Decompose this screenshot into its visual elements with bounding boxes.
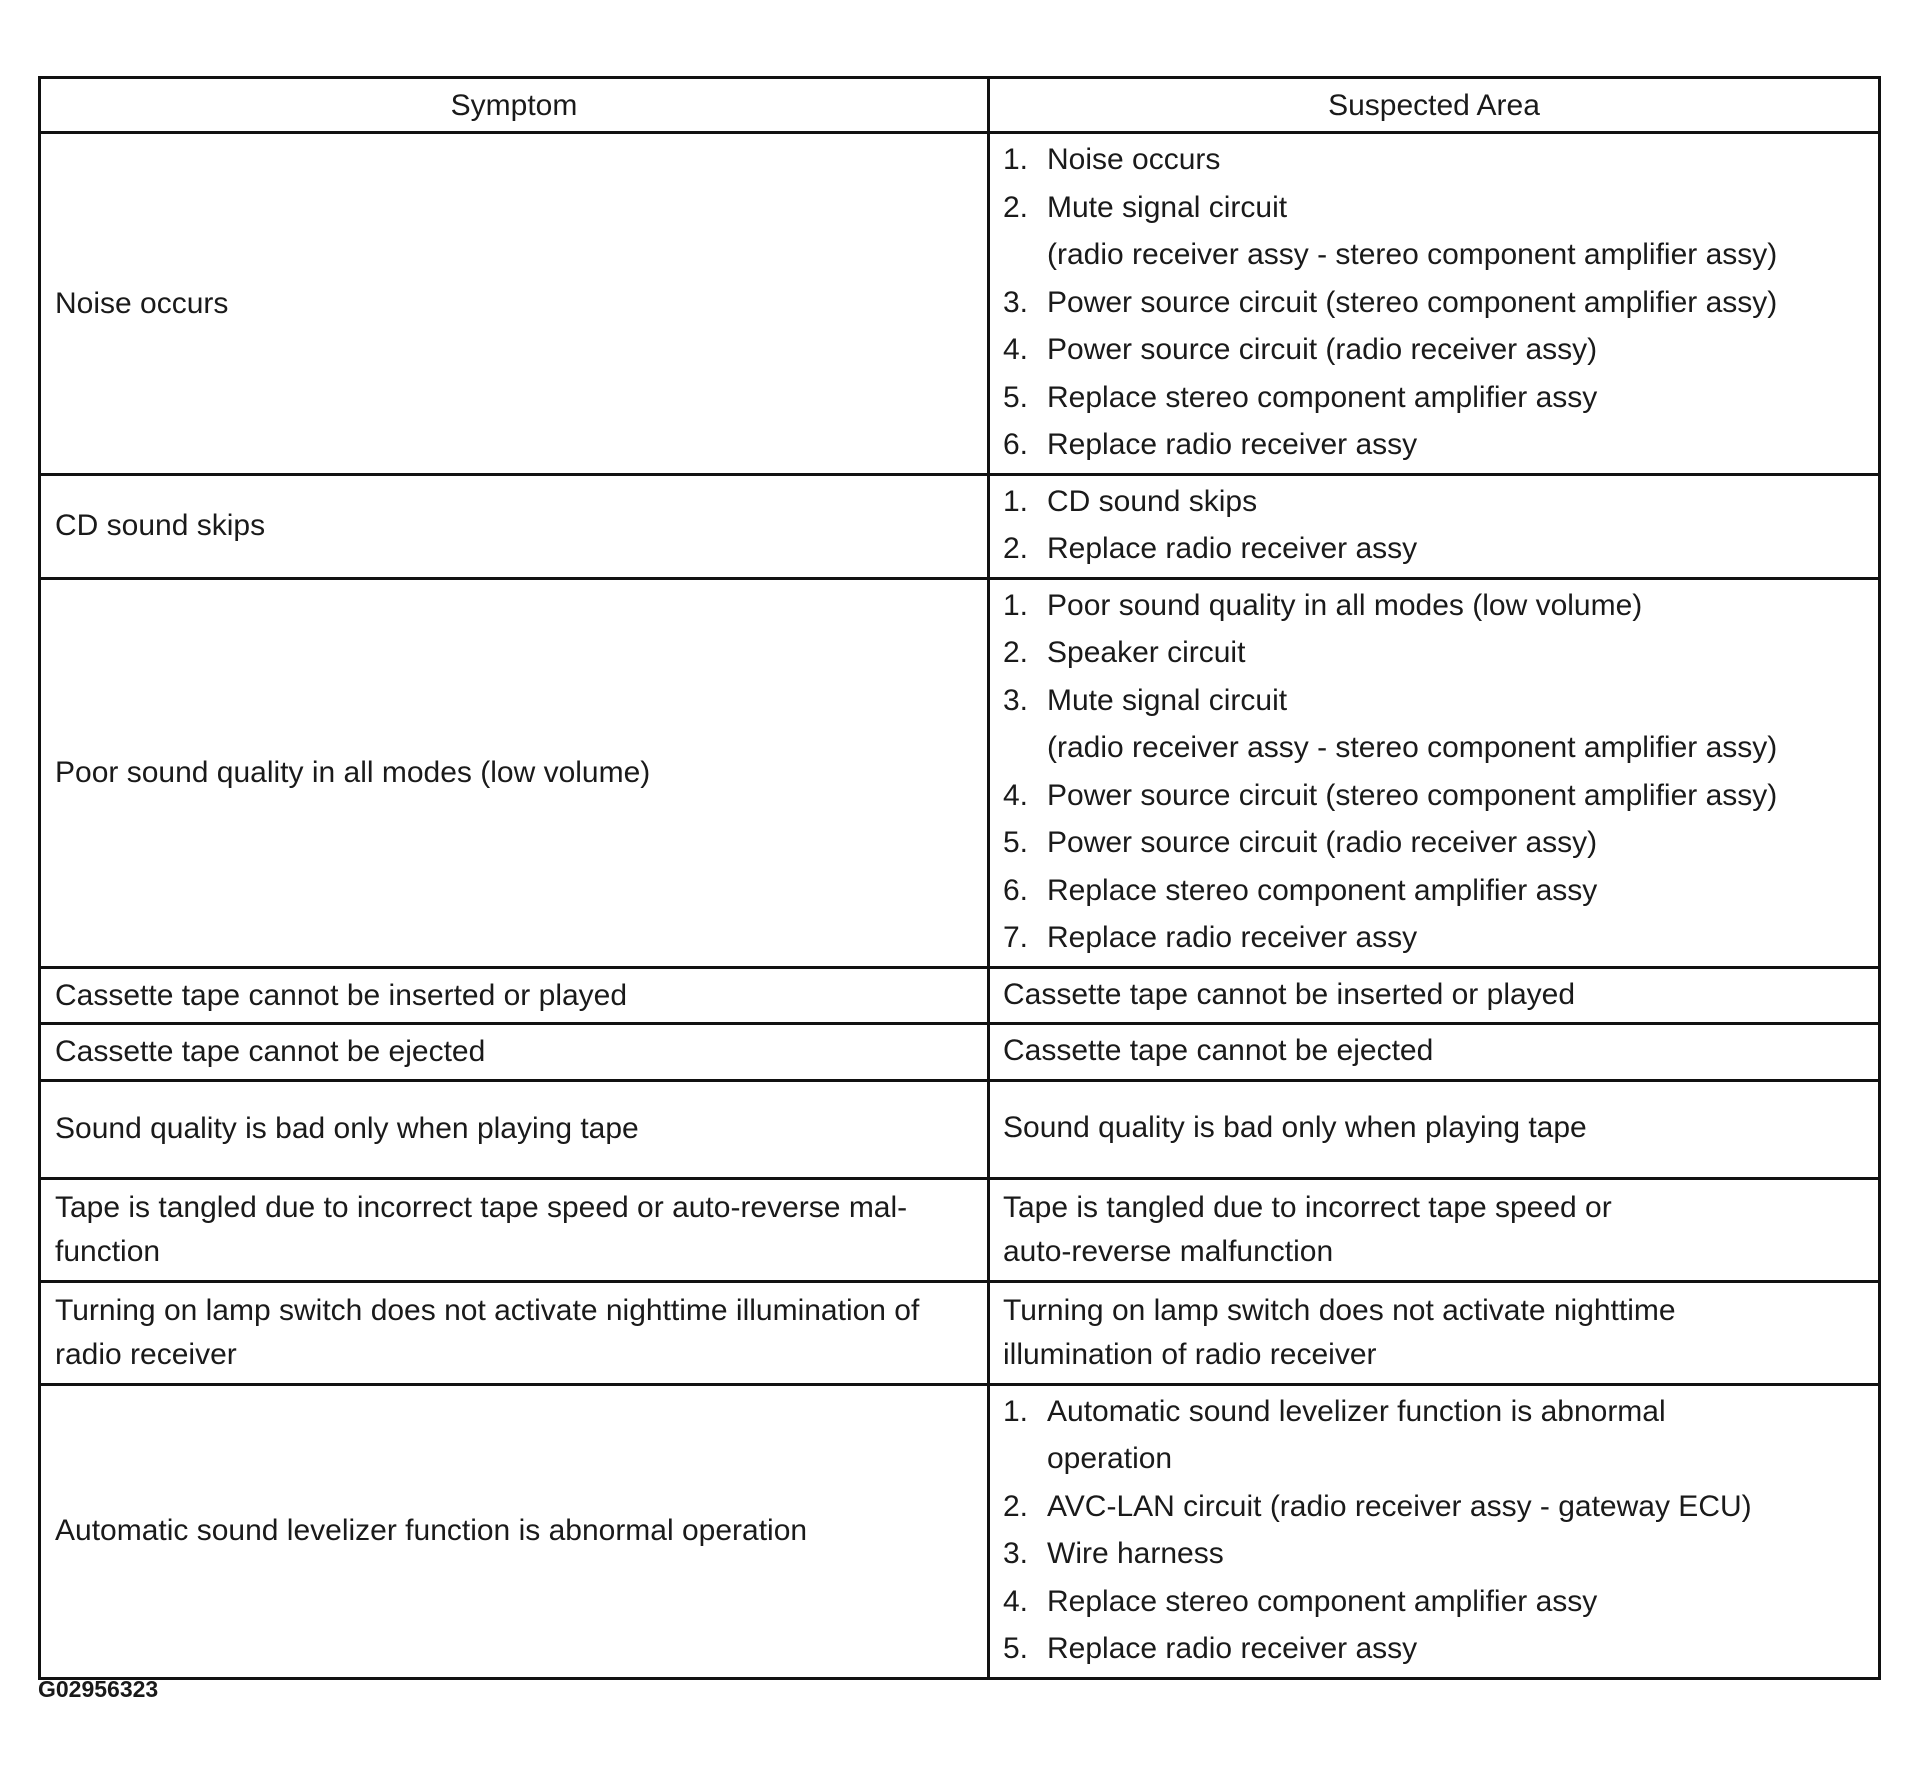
item-text: Replace stereo component amplifier assy — [1047, 1584, 1598, 1618]
suspected-area-cell — [989, 133, 1880, 475]
list-item — [1003, 421, 1866, 469]
item-text: AVC-LAN circuit (radio receiver assy - gateway ECU) — [1047, 1489, 1752, 1523]
suspected-area-cell — [989, 967, 1880, 1024]
symptom-text: Poor sound quality in all modes (low volume) — [55, 755, 651, 789]
symptom-table — [38, 76, 1881, 1680]
item-text: Replace stereo component amplifier assy — [1047, 873, 1598, 907]
symptom-cell — [40, 1024, 989, 1081]
table-row — [40, 133, 1880, 475]
item-number: 4. — [1003, 778, 1029, 812]
symptom-cell — [40, 474, 989, 578]
symptom-text: CD sound skips — [55, 509, 266, 543]
item-text: Mute signal circuit (radio receiver assy - stereo component amplifier assy) — [1047, 683, 1778, 764]
list-item — [1003, 867, 1866, 915]
table-row — [40, 578, 1880, 967]
item-number: 1. — [1003, 588, 1029, 622]
item-text: Mute signal circuit (radio receiver assy - stereo component amplifier assy) — [1047, 190, 1778, 271]
suspected-area-text: Cassette tape cannot be inserted or played — [1003, 977, 1576, 1011]
item-text: Power source circuit (stereo component amplifier assy) — [1047, 778, 1778, 812]
item-number: 4. — [1003, 333, 1029, 366]
suspected-area-list — [1003, 1388, 1866, 1673]
item-text: CD sound skips — [1047, 484, 1258, 518]
list-item — [1003, 525, 1866, 573]
item-number: 5. — [1003, 380, 1029, 414]
item-number: 6. — [1003, 428, 1029, 461]
symptom-text: Tape is tangled due to incorrect tape speed or auto-reverse mal- function — [55, 1190, 908, 1268]
item-text: Poor sound quality in all modes (low volume) — [1047, 588, 1643, 622]
table-row — [40, 1281, 1880, 1384]
item-number: 4. — [1003, 1584, 1029, 1618]
item-text: Power source circuit (stereo component amplifier assy) — [1047, 285, 1778, 319]
item-number: 2. — [1003, 1489, 1029, 1523]
suspected-area-cell — [989, 1178, 1880, 1281]
item-number: 3. — [1003, 285, 1029, 319]
list-item — [1003, 326, 1866, 374]
item-text: Replace radio receiver assy — [1047, 921, 1418, 954]
list-item — [1003, 184, 1866, 279]
suspected-area-text: Turning on lamp switch does not activate nighttime illumination of radio receiver — [1003, 1293, 1676, 1371]
symptom-text: Automatic sound levelizer function is abnormal operation — [55, 1514, 808, 1548]
item-number: 2. — [1003, 532, 1029, 565]
item-text: Power source circuit (radio receiver assy) — [1047, 333, 1598, 366]
table-row — [40, 967, 1880, 1024]
list-item — [1003, 1625, 1866, 1673]
suspected-area-list — [1003, 582, 1866, 962]
item-number: 7. — [1003, 921, 1029, 954]
suspected-area-list — [1003, 136, 1866, 469]
list-item — [1003, 136, 1866, 184]
item-number: 2. — [1003, 190, 1029, 224]
suspected-area-cell — [989, 1384, 1880, 1678]
symptom-cell — [40, 1384, 989, 1678]
list-item — [1003, 914, 1866, 962]
symptom-cell — [40, 1281, 989, 1384]
item-number: 1. — [1003, 143, 1029, 176]
list-item — [1003, 819, 1866, 867]
item-text: Replace radio receiver assy — [1047, 1632, 1418, 1665]
list-item — [1003, 772, 1866, 820]
list-item — [1003, 582, 1866, 630]
table-row — [40, 1384, 1880, 1678]
item-number: 1. — [1003, 1394, 1029, 1428]
list-item — [1003, 1578, 1866, 1626]
list-item — [1003, 677, 1866, 772]
symptom-cell — [40, 1178, 989, 1281]
item-text: Replace radio receiver assy — [1047, 428, 1418, 461]
item-number: 5. — [1003, 826, 1029, 859]
symptom-text: Turning on lamp switch does not activate nighttime illumination of radio receiver — [55, 1293, 920, 1371]
symptom-text: Cassette tape cannot be ejected — [55, 1035, 486, 1068]
suspected-area-cell — [989, 1281, 1880, 1384]
symptom-cell — [40, 578, 989, 967]
item-text: Automatic sound levelizer function is abnormal operation — [1047, 1394, 1666, 1475]
item-number: 1. — [1003, 484, 1029, 518]
suspected-area-cell — [989, 1080, 1880, 1178]
symptom-column-header: Symptom — [40, 78, 989, 133]
list-item — [1003, 279, 1866, 327]
table-header-row — [40, 78, 1880, 133]
item-text: Replace radio receiver assy — [1047, 532, 1418, 565]
symptom-text: Sound quality is bad only when playing tape — [55, 1112, 639, 1146]
symptom-cell — [40, 1080, 989, 1178]
list-item — [1003, 374, 1866, 422]
table-row — [40, 1178, 1880, 1281]
suspected-area-cell — [989, 578, 1880, 967]
list-item — [1003, 1530, 1866, 1578]
item-number: 3. — [1003, 1537, 1029, 1570]
list-item — [1003, 1388, 1866, 1483]
item-number: 5. — [1003, 1632, 1029, 1665]
suspected-area-text: Sound quality is bad only when playing tape — [1003, 1111, 1587, 1145]
list-item — [1003, 629, 1866, 677]
item-number: 3. — [1003, 683, 1029, 717]
suspected-area-cell — [989, 1024, 1880, 1081]
table-row — [40, 1080, 1880, 1178]
suspected-area-column-header: Suspected Area — [989, 78, 1880, 133]
symptom-text: Cassette tape cannot be inserted or played — [55, 978, 628, 1012]
suspected-area-text: Tape is tangled due to incorrect tape speed or auto-reverse malfunction — [1003, 1190, 1612, 1268]
table-row — [40, 1024, 1880, 1081]
symptom-text: Noise occurs — [55, 286, 229, 320]
item-text: Wire harness — [1047, 1537, 1224, 1570]
list-item — [1003, 1483, 1866, 1531]
item-text: Speaker circuit — [1047, 636, 1246, 669]
item-number: 2. — [1003, 636, 1029, 669]
suspected-area-cell — [989, 474, 1880, 578]
table-row — [40, 474, 1880, 578]
item-text: Replace stereo component amplifier assy — [1047, 380, 1598, 414]
suspected-area-text: Cassette tape cannot be ejected — [1003, 1034, 1434, 1067]
symptom-cell — [40, 133, 989, 475]
figure-id: G02956323 — [38, 1676, 159, 1702]
item-text: Noise occurs — [1047, 143, 1221, 176]
item-number: 6. — [1003, 873, 1029, 907]
symptom-cell — [40, 967, 989, 1024]
item-text: Power source circuit (radio receiver assy) — [1047, 826, 1598, 859]
suspected-area-list — [1003, 478, 1866, 573]
list-item — [1003, 478, 1866, 526]
